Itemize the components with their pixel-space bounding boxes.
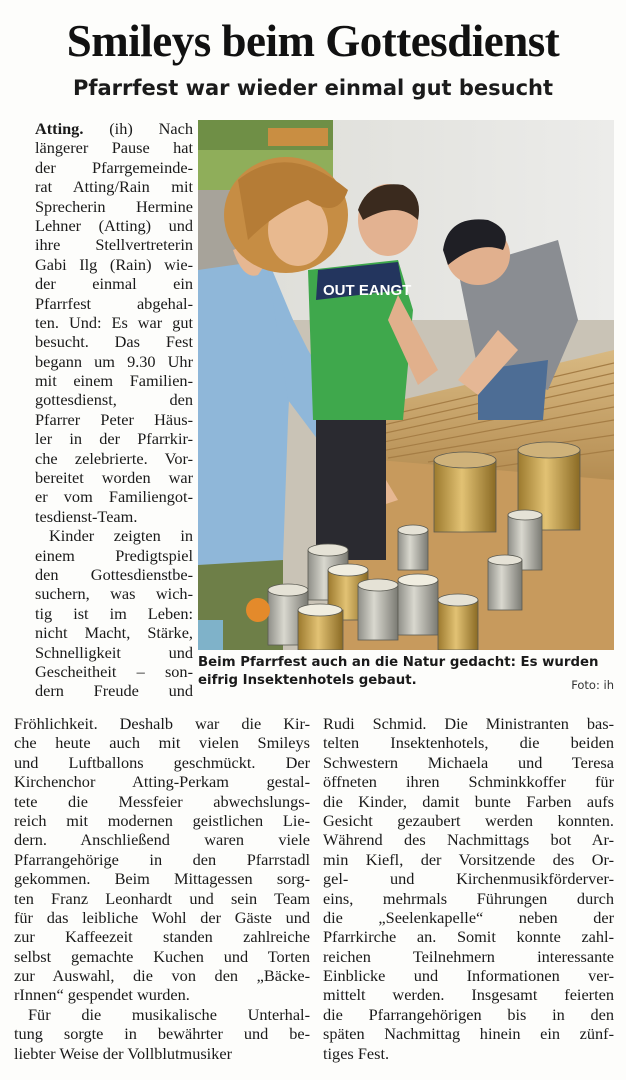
article-line-text: (ih) Nach (83, 119, 193, 138)
article-line: min Kiefl, der Vorsitzende des Or- (323, 849, 614, 869)
article-line: für das leibliche Wohl der Gäste und (14, 907, 310, 927)
article-line: Pfarrfest abgehal- (35, 293, 193, 313)
article-line: Kinder zeigten in (49, 526, 193, 546)
article-line: ler in der Pfarrkir- (35, 429, 193, 449)
article-line: zur Auswahl, die von den „Bäcke- (14, 966, 310, 986)
article-line: nicht Macht, Stärke, (35, 623, 193, 643)
article-line: Lehner (Atting) und (35, 215, 193, 235)
article-line: Rudi Schmid. Die Ministranten bas- (323, 714, 614, 733)
article-line: Fröhlichkeit. Deshalb war die Kir- (14, 714, 310, 733)
article-line: tete die Messfeier abwechslungs- (14, 791, 310, 811)
article-line: späten Nachmittag hinein ein zünf- (323, 1024, 614, 1044)
article-line: liebter Weise der Vollblutmusiker (14, 1043, 232, 1063)
article-line: Schnelligkeit und (35, 642, 193, 662)
article-line: der einmal ein (35, 274, 193, 294)
article-line: Pfarrangehörige in den Pfarrstadl (14, 849, 310, 869)
article-line: besucht. Das Fest (35, 332, 193, 352)
article-line: Schwestern Michaela und Teresa (323, 752, 614, 772)
article-line: tung sorgte in bewährter und be- (14, 1024, 310, 1044)
article-line: gottesdienst, den (35, 390, 193, 410)
article-line: zur Kaffeezeit standen zahlreiche (14, 927, 310, 947)
article-line: der Pfarrgemeinde- (35, 157, 193, 177)
article-line: dern Freude und (35, 681, 193, 701)
article-line: tig ist im Leben: (35, 603, 193, 623)
orange-bottle (246, 598, 270, 622)
photo-credit: Foto: ih (571, 678, 614, 692)
article-photo (198, 120, 614, 650)
article-line: öffneten ihren Schminkkoffer für (323, 772, 614, 792)
article-line: ten. Und: Es war gut (35, 312, 193, 332)
article-line: Während des Nachmittags bot Ar- (323, 830, 614, 850)
article-line (35, 119, 193, 138)
article-line: che heute auch mit vielen Smileys (14, 733, 310, 753)
article-line: Kirchenchor Atting-Perkam gestal- (14, 772, 310, 792)
photo-caption-line-1: Beim Pfarrfest auch an die Natur gedacht: Es wurden (198, 655, 599, 670)
article-line: ihre Stellvertreterin (35, 235, 193, 255)
article-line: rat Atting/Rain mit (35, 177, 193, 197)
article-line: gel- und Kirchenmusikförderver- (323, 869, 614, 889)
article-line: rInnen“ gespendet wurden. (14, 985, 190, 1005)
article-line: Gescheitheit – son- (35, 661, 193, 681)
article-line: telten Insektenhotels, die beiden (323, 733, 614, 753)
article-line: che zelebrierte. Vor- (35, 448, 193, 468)
article-line: reichen Teilnehmern interessante (323, 946, 614, 966)
article-line: Gabi Ilg (Rain) wie- (35, 254, 193, 274)
article-line: Für die musikalische Unterhal- (28, 1004, 310, 1024)
article-line: die Pfarrangehörigen bis in den (323, 1004, 614, 1024)
article-line: eins, mehrmals Führungen durch (323, 888, 614, 908)
article-line: die „Seelenkapelle“ neben der (323, 907, 614, 927)
article-line: Pfarrkirche an. Somit konnte zahl- (323, 927, 614, 947)
article-line: mittelt werden. Insgesamt feierten (323, 985, 614, 1005)
dateline: Atting. (35, 119, 84, 138)
photo-caption (198, 654, 614, 690)
article-line: begann um 9.30 Uhr (35, 351, 193, 371)
article-line: selbst gemachte Kuchen und Torten (14, 946, 310, 966)
shirt-print: OUT EANGT (323, 282, 412, 299)
article-line: suchern, was wich- (35, 584, 193, 604)
article-line: ten Franz Leonhardt und sein Team (14, 888, 310, 908)
article-line: einem Predigtspiel (35, 545, 193, 565)
article-column-3 (323, 714, 614, 1063)
photo-caption-line-2: eifrig Insektenhotels gebaut. (198, 673, 417, 688)
article-column-1 (35, 119, 193, 701)
article-line: reich mit modernen geistlichen Lie- (14, 810, 310, 830)
article-line: gekommen. Beim Mittagessen sorg- (14, 869, 310, 889)
article-line: und Luftballons geschmückt. Der (14, 752, 310, 772)
article-line: Pfarrer Peter Häus- (35, 409, 193, 429)
article-line: er vom Familiengot- (35, 487, 193, 507)
article-line: längerer Pause hat (35, 138, 193, 158)
article-line: tiges Fest. (323, 1043, 390, 1063)
headline: Smileys beim Gottesdienst (66, 16, 560, 66)
article-line: dern. Anschließend waren viele (14, 830, 310, 850)
article-line: tesdienst-Team. (35, 506, 138, 526)
article-line: bereitet worden war (35, 468, 193, 488)
article-line: die Kinder, damit bunte Farben aufs (323, 791, 614, 811)
subheadline: Pfarrfest war wieder einmal gut besucht (72, 76, 554, 100)
article-line: Gesicht gezaubert werden konnten. (323, 810, 614, 830)
article-line: Einblicke und Informationen ver- (323, 966, 614, 986)
article-line: mit einem Familien- (35, 371, 193, 391)
article-line: den Gottesdienstbe- (35, 564, 193, 584)
article-line: Sprecherin Hermine (35, 196, 193, 216)
article-column-2 (14, 714, 310, 1063)
